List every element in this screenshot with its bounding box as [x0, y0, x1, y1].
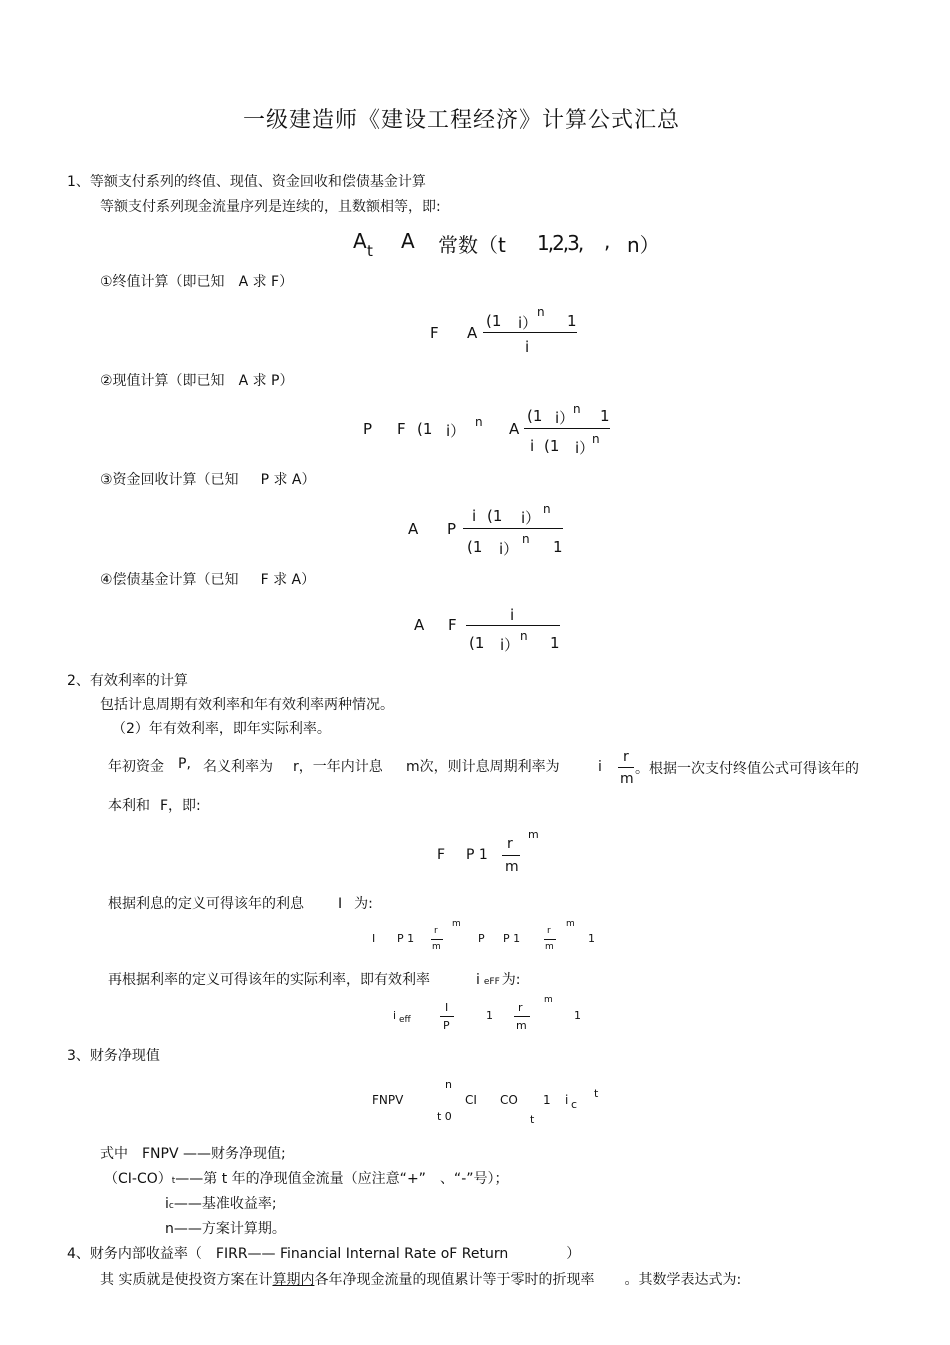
f-den: m: [545, 942, 554, 952]
f-term: 1: [574, 1009, 581, 1022]
f-den: i: [530, 437, 535, 455]
text: P,: [178, 756, 191, 772]
text: 各年净现金流量的现值累计等于零时的折现率: [314, 1272, 595, 1288]
text: 。根据一次支付终值公式可得该年的: [635, 761, 859, 777]
f-exp: n: [592, 432, 600, 446]
f-num: (1: [487, 507, 503, 525]
f-sub: c: [571, 1098, 578, 1111]
page-title: 一级建造师《建设工程经济》计算公式汇总: [243, 108, 681, 133]
text: 算期内: [272, 1272, 315, 1288]
f-lhs: I: [372, 932, 376, 945]
item-given: A 求 F）: [238, 274, 294, 290]
section-2-sub: （2）年有效利率，即年实际利率。: [112, 721, 331, 737]
item-sinking-fund-label: [100, 569, 315, 589]
f-term: CI: [465, 1093, 477, 1107]
eq-symbol: A: [353, 229, 367, 253]
f-den: m: [505, 859, 519, 875]
item-capital-recovery-label: [100, 469, 315, 489]
fraction-bar: [431, 939, 443, 940]
text: 、“-”号）；: [439, 1171, 509, 1187]
f-exp: n: [573, 402, 581, 416]
fraction-bar: [466, 625, 560, 626]
f-den: m: [516, 1019, 527, 1032]
f-exp: n: [520, 629, 528, 643]
fraction-bar: [618, 767, 634, 768]
text: 再根据利率的定义可得该年的实际利率，即有效利率: [108, 972, 430, 988]
text: 本利和: [108, 798, 150, 814]
item-label: ③资金回收计算（已知: [100, 472, 239, 488]
f-term: i）: [446, 422, 466, 440]
paragraph-principal: [108, 795, 201, 815]
fraction-bar: [514, 1016, 530, 1017]
f-lhs: A: [414, 616, 425, 634]
f-term: 1: [543, 1093, 551, 1107]
f-coef: A: [509, 420, 520, 438]
where-net-cashflow: [104, 1168, 509, 1188]
f-exp: t: [594, 1087, 599, 1100]
text: 名义利率为: [203, 759, 273, 775]
paragraph-interest: [108, 893, 373, 913]
f-term: P 1: [397, 932, 415, 945]
f-exp: n: [543, 502, 551, 516]
where-benchmark-rate: [165, 1193, 277, 1213]
fraction-bar: [544, 939, 556, 940]
text: 其 实质就是使投资方案在计: [100, 1272, 273, 1288]
f-den: 1: [553, 538, 563, 556]
f-exp: m: [566, 919, 575, 929]
f-lhs: F: [437, 847, 446, 863]
f-lhs: A: [408, 520, 419, 538]
f-term: (1: [417, 420, 433, 438]
eq-comma: ,: [604, 229, 611, 253]
text: r，一年内计息: [293, 759, 383, 775]
text: eFF: [483, 977, 500, 987]
f-exp: m: [452, 919, 461, 929]
section-4-heading: [67, 1243, 580, 1263]
where-period: n——方案计算期。: [165, 1221, 286, 1237]
fraction-bar: [463, 528, 563, 529]
f-num: i: [510, 606, 515, 624]
f-lhs: F: [430, 324, 439, 342]
f-coef: A: [467, 324, 478, 342]
eq-label: 常数（t: [438, 233, 506, 257]
eq-n: n）: [627, 233, 660, 257]
fraction-bar: [524, 428, 610, 429]
f-num: 1: [567, 312, 577, 330]
f-num: I: [445, 1001, 449, 1014]
f-num: i）: [521, 509, 541, 527]
f-exp: n: [475, 415, 483, 429]
f-term: P 1: [503, 932, 521, 945]
f-term: 1: [588, 932, 595, 945]
f-coef: F: [397, 420, 406, 438]
text: m: [620, 771, 634, 787]
text: r: [623, 749, 629, 765]
f-den: i）: [499, 540, 519, 558]
f-num: i）: [555, 409, 575, 427]
text: I: [338, 896, 343, 912]
paragraph-effective-rate: [108, 969, 521, 989]
f-term: CO: [500, 1093, 518, 1107]
f-term: P 1: [466, 847, 488, 863]
where-fnpv: [100, 1143, 286, 1163]
f-num: r: [518, 1001, 523, 1014]
section-1-intro: 等额支付系列现金流量序列是连续的，且数额相等，即:: [100, 199, 441, 215]
item-present-value-label: [100, 370, 293, 390]
text: ——基准收益率;: [173, 1196, 277, 1212]
text: i: [165, 1196, 169, 1212]
text: （CI-CO）: [104, 1171, 172, 1187]
text: FIRR—— Financial Internal Rate oF Return: [215, 1246, 509, 1262]
f-exp: m: [544, 995, 553, 1005]
f-num: r: [434, 926, 438, 936]
f-coef: F: [448, 616, 457, 634]
section-3-heading: 3、财务净现值: [67, 1048, 160, 1064]
text: 为:: [354, 896, 373, 912]
f-exp: n: [522, 532, 530, 546]
eq-symbol: A: [401, 229, 415, 253]
f-den: P: [443, 1019, 450, 1032]
f-lhs: P: [363, 420, 373, 438]
text: 年初资金: [108, 759, 164, 775]
item-future-value-label: [100, 271, 293, 291]
f-den: (1: [544, 437, 560, 455]
section-2-heading: 2、有效利率的计算: [67, 673, 188, 689]
f-den: i）: [500, 636, 520, 654]
f-den: i）: [575, 439, 595, 457]
item-given: A 求 P）: [238, 373, 294, 389]
item-label: ①终值计算（即已知: [100, 274, 225, 290]
f-term: P: [478, 932, 485, 945]
f-exp: n: [537, 305, 545, 319]
f-den: i: [525, 338, 530, 356]
f-lhs: i: [393, 1009, 397, 1022]
text: 4、财务内部收益率（: [67, 1246, 202, 1262]
text: m次，则计息周期利率为: [406, 759, 560, 775]
f-num: (1: [527, 407, 543, 425]
f-sub: eff: [399, 1015, 411, 1025]
eq-subscript: t: [367, 242, 373, 260]
f-num: 1: [600, 407, 610, 425]
f-sub: t: [530, 1113, 535, 1126]
f-sum-top: n: [445, 1078, 452, 1091]
section-1-heading: 1、等额支付系列的终值、现值、资金回收和偿债基金计算: [67, 174, 426, 190]
f-den: 1: [550, 634, 560, 652]
text: F，即:: [160, 798, 201, 814]
f-num: r: [507, 836, 513, 852]
text: t: [171, 1176, 176, 1186]
item-label: ④偿债基金计算（已知: [100, 572, 239, 588]
fraction-bar: [440, 1016, 454, 1017]
f-num: i）: [518, 314, 538, 332]
f-term: 1: [486, 1009, 493, 1022]
f-lhs: FNPV: [372, 1093, 404, 1107]
text: i: [598, 759, 602, 775]
text: ——第 t 年的净现值金流量（应注意“+”: [175, 1171, 426, 1187]
f-exp: m: [528, 828, 539, 841]
text: ）: [566, 1246, 581, 1262]
section-4-text: [100, 1269, 741, 1289]
eq-sequence: 1,2,3,: [537, 231, 583, 255]
text: 根据利息的定义可得该年的利息: [108, 896, 304, 912]
f-coef: P: [447, 520, 457, 538]
f-den: (1: [469, 634, 485, 652]
f-sum-bottom: t 0: [437, 1110, 452, 1123]
f-num: i: [472, 507, 477, 525]
item-label: ②现值计算（即已知: [100, 373, 225, 389]
text: i: [476, 972, 480, 988]
text: c: [168, 1201, 174, 1211]
text: 。其数学表达式为:: [624, 1272, 742, 1288]
f-num: (1: [486, 312, 502, 330]
f-den: m: [432, 942, 441, 952]
f-num: r: [547, 926, 551, 936]
text: 式中: [100, 1146, 128, 1162]
fraction-bar: [483, 332, 577, 333]
item-given: P 求 A）: [260, 472, 316, 488]
item-given: F 求 A）: [260, 572, 316, 588]
fraction-bar: [502, 855, 520, 856]
text: FNPV ——财务净现值;: [142, 1146, 286, 1162]
text: 为:: [501, 972, 521, 988]
f-den: (1: [467, 538, 483, 556]
section-2-intro: 包括计息周期有效利率和年有效利率两种情况。: [100, 697, 394, 713]
f-term: i: [565, 1093, 569, 1107]
